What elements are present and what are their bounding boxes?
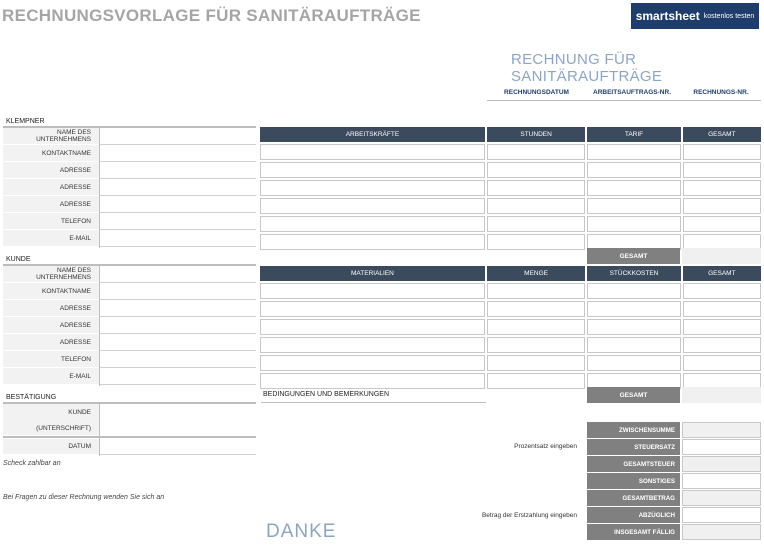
cell[interactable] [487,373,585,389]
customer-address-3-label: ADRESSE [3,334,99,351]
cell[interactable] [683,198,761,214]
cell[interactable] [587,319,680,335]
cell[interactable] [683,355,761,371]
cell[interactable] [487,198,585,214]
invoice-number-label: RECHNUNGS-NR. [693,89,749,96]
conditions-heading: BEDINGUNGEN UND BEMERKUNGEN [263,391,390,398]
cell[interactable] [487,355,585,371]
customer-heading: KUNDE [6,256,31,263]
cell[interactable] [260,234,485,250]
deposit-input[interactable] [682,507,761,523]
customer-address-1-label: ADRESSE [3,300,99,317]
materials-total-col-header: GESAMT [683,266,761,281]
signature-rule [3,436,256,438]
cell[interactable] [587,355,680,371]
total-tax-label: GESAMTSTEUER [587,456,680,472]
cell[interactable] [683,301,761,317]
materials-total-label: GESAMT [587,387,680,403]
customer-company-field[interactable] [100,266,256,283]
total-due-label: INSGESAMT FÄLLIG [587,524,680,540]
cell[interactable] [260,180,485,196]
customer-address-3-field[interactable] [100,334,256,351]
table-row [260,216,761,232]
customer-email-label: E-MAIL [3,368,99,385]
rate-col-header: TARIF [587,127,680,142]
quantity-col-header: MENGE [487,266,585,281]
plumber-email-label: E-MAIL [3,230,99,247]
plumber-address-1-label: ADRESSE [3,162,99,179]
table-row [260,162,761,178]
cell[interactable] [683,319,761,335]
plumber-address-3-label: ADRESSE [3,196,99,213]
plumber-contact-label: KONTAKTNAME [3,145,99,162]
smartsheet-logo: smartsheet [635,9,700,23]
cell[interactable] [260,216,485,232]
cell[interactable] [260,301,485,317]
customer-address-2-field[interactable] [100,317,256,334]
cell[interactable] [260,144,485,160]
signature-label: (UNTERSCHRIFT) [3,421,99,436]
cell[interactable] [260,319,485,335]
cell[interactable] [260,283,485,299]
plumber-address-2-field[interactable] [100,179,256,196]
less-label: ABZÜGLICH [587,507,680,523]
questions-note: Bei Fragen zu dieser Rechnung wenden Sie sich an [3,494,165,501]
cell[interactable] [587,283,680,299]
cell[interactable] [587,144,680,160]
materials-table [258,264,763,391]
cell[interactable] [260,337,485,353]
customer-address-1-field[interactable] [100,300,256,317]
other-label: SONSTIGES [587,473,680,489]
total-tax-value [682,456,761,472]
other-input[interactable] [682,473,761,489]
unit-cost-col-header: STÜCKKOSTEN [587,266,680,281]
table-row [260,319,761,335]
subtotal-label: ZWISCHENSUMME [587,422,680,438]
customer-address-2-label: ADRESSE [3,317,99,334]
invoice-date-label: RECHNUNGSDATUM [504,89,569,96]
plumber-phone-field[interactable] [100,213,256,230]
table-row [260,144,761,160]
cell[interactable] [487,180,585,196]
cell[interactable] [260,198,485,214]
customer-phone-label: TELEFON [3,351,99,368]
header-field-underline [487,100,761,101]
cell[interactable] [260,373,485,389]
table-row [260,337,761,353]
table-row [260,198,761,214]
check-payable-note: Scheck zahlbar an [3,460,61,467]
confirmation-heading: BESTÄTIGUNG [6,394,57,401]
tax-rate-label: STEUERSATZ [587,439,680,455]
cell[interactable] [683,283,761,299]
plumber-address-3-field[interactable] [100,196,256,213]
table-row [260,355,761,371]
cell[interactable] [487,301,585,317]
percent-hint: Prozentsatz eingeben [514,443,577,450]
date-label: DATUM [3,439,99,455]
signature-field[interactable] [100,404,256,437]
cell[interactable] [683,144,761,160]
customer-email-field[interactable] [100,368,256,385]
labor-col-header: ARBEITSKRÄFTE [260,127,485,142]
cell[interactable] [487,283,585,299]
materials-col-header: MATERIALIEN [260,266,485,281]
customer-company-label: NAME DES UNTERNEHMENS [3,266,99,283]
materials-header-row [260,266,761,281]
labor-total-label: GESAMT [587,248,680,264]
plumber-email-field[interactable] [100,230,256,247]
work-order-number-label: ARBEITSAUFTRAGS-NR. [593,89,671,96]
customer-contact-label: KONTAKTNAME [3,283,99,300]
cell[interactable] [587,198,680,214]
cell[interactable] [487,337,585,353]
cell[interactable] [260,355,485,371]
thank-you: DANKE [266,521,337,542]
cell[interactable] [587,162,680,178]
cell[interactable] [487,319,585,335]
cell[interactable] [487,234,585,250]
cell[interactable] [683,216,761,232]
materials-total-value[interactable] [682,387,761,403]
labor-header-row [260,127,761,142]
date-field[interactable] [100,439,256,455]
cell[interactable] [260,162,485,178]
trial-label: kostenlos testen [703,12,755,20]
plumber-phone-label: TELEFON [3,213,99,230]
signature-customer-label: KUNDE [3,404,99,422]
cell[interactable] [587,337,680,353]
table-row [260,180,761,196]
table-row [260,301,761,317]
cell[interactable] [683,162,761,178]
customer-contact-field[interactable] [100,283,256,300]
smartsheet-trial-button[interactable] [631,3,759,29]
page-title: RECHNUNGSVORLAGE FÜR SANITÄRAUFTRÄGE [2,6,421,25]
cell[interactable] [487,216,585,232]
cell[interactable] [683,180,761,196]
table-row [260,283,761,299]
labor-total-value[interactable] [682,248,761,264]
customer-phone-field[interactable] [100,351,256,368]
grand-total-value [682,490,761,506]
total-due-value [682,524,761,540]
cell[interactable] [683,337,761,353]
plumber-address-2-label: ADRESSE [3,179,99,196]
plumber-company-label: NAME DES UNTERNEHMENS [3,128,99,145]
conditions-rule [261,402,486,403]
cell[interactable] [487,144,585,160]
cell[interactable] [487,162,585,178]
labor-total-col-header: GESAMT [683,127,761,142]
plumber-company-field[interactable] [100,128,256,145]
cell[interactable] [587,180,680,196]
plumber-address-1-field[interactable] [100,162,256,179]
labor-table [258,125,763,252]
conditions-field[interactable] [261,404,486,504]
cell[interactable] [587,216,680,232]
tax-rate-input[interactable] [682,439,761,455]
grand-total-label: GESAMTBETRAG [587,490,680,506]
plumber-heading: KLEMPNER [6,118,45,125]
invoice-subtitle: RECHNUNG FÜR SANITÄRAUFTRÄGE [511,51,663,85]
cell[interactable] [587,301,680,317]
hours-col-header: STUNDEN [487,127,585,142]
deposit-hint: Betrag der Erstzahlung eingeben [481,512,577,519]
subtotal-value [682,422,761,438]
plumber-contact-field[interactable] [100,145,256,162]
